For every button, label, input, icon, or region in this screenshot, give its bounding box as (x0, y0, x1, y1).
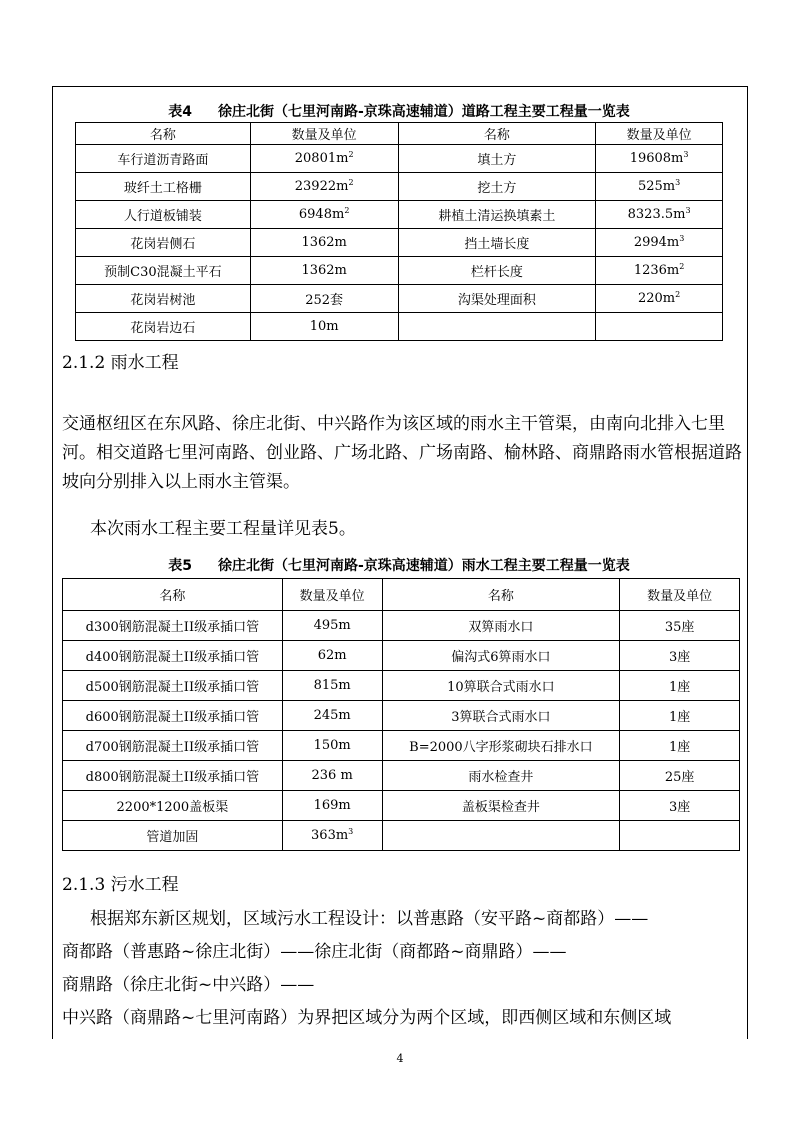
table5-name-cell (63, 761, 283, 791)
item-name: 车行道沥青路面 (117, 153, 209, 168)
table4-caption-number: 表4 (168, 104, 192, 120)
table5-quantity-cell (282, 731, 382, 761)
item-name: 花岗岩侧石 (130, 237, 196, 252)
table5-quantity-cell (282, 821, 382, 851)
table5-quantity-cell (620, 641, 740, 671)
unit-exponent: 3 (679, 234, 685, 243)
item-quantity: 245m (313, 708, 351, 723)
table4-quantity-cell (250, 285, 398, 313)
item-name: d500钢筋混凝土II级承插口管 (85, 680, 260, 695)
item-quantity: 6948m (298, 207, 345, 222)
table4-quantity-cell (250, 313, 398, 341)
unit-exponent: 2 (348, 178, 354, 187)
table4-quantity-cell (596, 313, 723, 341)
table4-quantity-cell (596, 285, 723, 313)
table4-header-cell: 数量及单位 (250, 123, 398, 145)
table5-name-cell (63, 791, 283, 821)
item-name: d700钢筋混凝土II级承插口管 (85, 740, 260, 755)
table5-quantity-cell (620, 731, 740, 761)
table4-quantity-cell (250, 173, 398, 201)
table4-quantity-cell (250, 201, 398, 229)
item-name: 盖板渠检查井 (461, 800, 540, 815)
table5-name-cell (382, 671, 620, 701)
table5-name-cell (382, 791, 620, 821)
item-quantity: 3座 (668, 800, 691, 815)
table4-quantity-cell (596, 145, 723, 173)
item-quantity: 8323.5m (627, 207, 686, 222)
table5-name-cell (382, 611, 620, 641)
table5-name-cell (63, 821, 283, 851)
item-quantity: 1236m (633, 263, 680, 278)
item-name: 挖土方 (477, 181, 517, 196)
table4-name-cell (398, 173, 596, 201)
item-name: 预制C30混凝土平石 (104, 265, 222, 280)
item-quantity: 1362m (301, 263, 347, 278)
table5-name-cell (382, 761, 620, 791)
unit-exponent: 2 (675, 290, 681, 299)
section-2-1-2-paragraph: 交通枢纽区在东风路、徐庄北街、中兴路作为该区域的雨水主干管渠，由南向北排入七里河。相交道路七里河南路、创业路、广场北路、广场南路、榆林路、商鼎路雨水管根据道路坡向分别排入以上雨水主管渠。 (62, 414, 742, 492)
item-name: 栏杆长度 (470, 265, 523, 280)
table5-row (63, 671, 740, 701)
unit-exponent: 3 (685, 206, 691, 215)
item-name: 2200*1200盖板渠 (116, 800, 229, 815)
table5-quantity-cell (282, 791, 382, 821)
item-name: B=2000八字形浆砌块石排水口 (409, 740, 593, 755)
table5-header-cell: 名称 (63, 579, 283, 611)
item-name: 3箅联合式雨水口 (451, 710, 551, 725)
item-name: d300钢筋混凝土II级承插口管 (85, 620, 260, 635)
item-name: d600钢筋混凝土II级承插口管 (85, 710, 260, 725)
section-2-1-3-line: 根据郑东新区规划，区域污水工程设计：以普惠路（安平路~商都路）—— (90, 909, 649, 929)
table4-row (76, 285, 723, 313)
item-quantity: 1座 (668, 740, 691, 755)
table4-name-cell (76, 173, 251, 201)
table4-row (76, 257, 723, 285)
table5-quantity-cell (620, 671, 740, 701)
unit-exponent: 3 (683, 150, 689, 159)
section-2-1-3-line: 中兴路（商鼎路~七里河南路）为界把区域分为两个区域，即西侧区域和东侧区域 (62, 1008, 672, 1028)
table4-header-cell: 数量及单位 (596, 123, 723, 145)
unit-exponent: 2 (679, 262, 685, 271)
table4-row (76, 145, 723, 173)
table4 (75, 122, 723, 341)
table5-caption (52, 555, 746, 575)
item-name: 管道加固 (146, 830, 199, 845)
table4-name-cell (398, 201, 596, 229)
table5-row (63, 761, 740, 791)
table4-quantity-cell (250, 257, 398, 285)
unit-exponent: 3 (348, 827, 354, 836)
page-number: 4 (396, 1052, 404, 1065)
item-quantity: 1座 (668, 710, 691, 725)
table4-name-cell (398, 145, 596, 173)
item-quantity: 363m (311, 828, 349, 843)
table5-quantity-cell (620, 611, 740, 641)
item-name: 双箅雨水口 (468, 620, 534, 635)
table5-quantity-cell (620, 701, 740, 731)
unit-exponent: 2 (348, 150, 354, 159)
table5-name-cell (382, 731, 620, 761)
item-quantity: 19608m (629, 151, 684, 166)
item-quantity: 25座 (664, 770, 695, 785)
section-2-1-2-reference: 本次雨水工程主要工程量详见表5。 (90, 519, 356, 539)
table4-name-cell (76, 285, 251, 313)
item-quantity: 150m (313, 738, 351, 753)
table5-header-cell: 数量及单位 (620, 579, 740, 611)
item-quantity: 1362m (301, 235, 347, 250)
item-quantity: 62m (317, 648, 347, 663)
table5-quantity-cell (620, 821, 740, 851)
section-heading-2-1-2: 2.1.2 雨水工程 (62, 353, 179, 373)
table4-row (76, 313, 723, 341)
item-quantity: 20801m (294, 151, 349, 166)
table5-header-cell: 名称 (382, 579, 620, 611)
table5-quantity-cell (282, 761, 382, 791)
table5-caption-title: 徐庄北街（七里河南路-京珠高速辅道）雨水工程主要工程量一览表 (217, 558, 630, 574)
item-name: 耕植土清运换填素土 (438, 209, 556, 224)
item-name: d400钢筋混凝土II级承插口管 (85, 650, 260, 665)
table4-quantity-cell (250, 229, 398, 257)
item-quantity: 236 m (311, 768, 353, 783)
unit-exponent: 2 (344, 206, 350, 215)
table5-name-cell (63, 731, 283, 761)
item-quantity: 220m (637, 291, 676, 306)
table4-name-cell (76, 313, 251, 341)
table4-caption (52, 101, 746, 121)
table5-header-cell: 数量及单位 (282, 579, 382, 611)
table5-name-cell (63, 611, 283, 641)
table4-name-cell (398, 257, 596, 285)
table5-row (63, 821, 740, 851)
table4-quantity-cell (596, 173, 723, 201)
item-quantity: 35座 (664, 620, 695, 635)
section-2-1-3-line: 商鼎路（徐庄北街~中兴路）—— (62, 975, 315, 995)
item-quantity: 10m (309, 319, 339, 334)
item-name: 玻纤土工格栅 (123, 181, 202, 196)
table5 (62, 578, 740, 851)
table5-quantity-cell (282, 671, 382, 701)
table5-row (63, 641, 740, 671)
item-quantity: 252套 (305, 293, 344, 308)
table5-quantity-cell (282, 641, 382, 671)
table5-caption-number: 表5 (168, 558, 192, 574)
item-name: 花岗岩边石 (130, 321, 196, 336)
table5-row (63, 611, 740, 641)
item-name: 沟渠处理面积 (457, 293, 536, 308)
table4-quantity-cell (596, 257, 723, 285)
item-name: 花岗岩树池 (130, 293, 196, 308)
table4-name-cell (76, 257, 251, 285)
table5-quantity-cell (620, 761, 740, 791)
table4-header-cell: 名称 (398, 123, 596, 145)
table4-header-row (76, 123, 723, 145)
section-2-1-3-line: 商都路（普惠路~徐庄北街）——徐庄北街（商都路~商鼎路）—— (62, 942, 567, 962)
table4-name-cell (76, 201, 251, 229)
section-heading-2-1-3: 2.1.3 污水工程 (62, 875, 179, 895)
table5-name-cell (382, 701, 620, 731)
item-name: 挡土墙长度 (464, 237, 530, 252)
item-quantity: 2994m (633, 235, 680, 250)
table5-name-cell (63, 641, 283, 671)
item-quantity: 1座 (668, 680, 691, 695)
table4-quantity-cell (596, 201, 723, 229)
item-name: 人行道板铺装 (123, 209, 202, 224)
table5-name-cell (63, 701, 283, 731)
item-quantity: 815m (313, 678, 351, 693)
item-name: 填土方 (477, 153, 517, 168)
table4-name-cell (398, 229, 596, 257)
item-quantity: 169m (313, 798, 351, 813)
table4-name-cell (76, 145, 251, 173)
table5-quantity-cell (620, 791, 740, 821)
item-quantity: 495m (313, 618, 351, 633)
table4-header-cell: 名称 (76, 123, 251, 145)
table4-name-cell (76, 229, 251, 257)
item-name: 偏沟式6箅雨水口 (451, 650, 551, 665)
item-name: 雨水检查井 (468, 770, 534, 785)
table5-header-row (63, 579, 740, 611)
table5-name-cell (382, 641, 620, 671)
item-quantity: 525m (637, 179, 676, 194)
unit-exponent: 3 (675, 178, 681, 187)
table4-name-cell (398, 285, 596, 313)
table5-row (63, 791, 740, 821)
table5-quantity-cell (282, 611, 382, 641)
table5-quantity-cell (282, 701, 382, 731)
table4-caption-title: 徐庄北街（七里河南路-京珠高速辅道）道路工程主要工程量一览表 (217, 104, 630, 120)
table4-name-cell (398, 313, 596, 341)
item-quantity: 23922m (294, 179, 349, 194)
table5-name-cell (382, 821, 620, 851)
item-name: d800钢筋混凝土II级承插口管 (85, 770, 260, 785)
table4-row (76, 173, 723, 201)
item-name: 10箅联合式雨水口 (447, 680, 555, 695)
item-quantity: 3座 (668, 650, 691, 665)
table4-quantity-cell (250, 145, 398, 173)
table4-row (76, 229, 723, 257)
table4-quantity-cell (596, 229, 723, 257)
table5-name-cell (63, 671, 283, 701)
table5-row (63, 701, 740, 731)
table5-row (63, 731, 740, 761)
table4-row (76, 201, 723, 229)
